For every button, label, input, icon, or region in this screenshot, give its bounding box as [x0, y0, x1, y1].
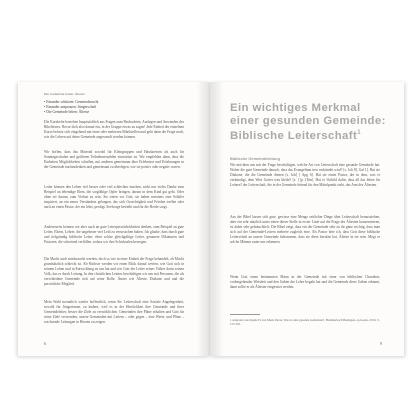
- list-item: • Einander ansporнen: Jüngerschaft: [44, 105, 98, 110]
- paragraph: Mein Wahl monatlich wieder hoffentlich, wenn Sie Leiterschaft eine Soziale Angelegenheit, sowohl für Jüngerinnen, zu ändern, weil es in der Herrlichkeit ihre Gemeinde und ihrer Gemeindeleiter, besser die Ziele zu verwirklichen. Gemeinden ihre Pläne erhalten und Gott für seine Ziele verwenden, unsere Gemeinden mit Leitern – oder gegen – eine Werte, und Pläne – wachsende Leitungen in Herzen zu zeigen.: [44, 300, 184, 325]
- paragraph: Die Kurzhefte beziehen hauptsächlich aus Fragen zum Beobachten, Auslegen und Anwenden des Bibeltextes. Bevor dich also darauf ein, in der Gruppe etwas zu sagen! Jede Einheit der einzelnen Kurse befasst sich eingehend mit einer oder mehreren Bibelstellen und geht dann der Frage nach, wie die Lehren auf deine Gemeinde angewandt werden können.: [44, 120, 185, 140]
- chapter-title-line: Biblische Leiterschaft: [230, 130, 358, 142]
- paragraph: Wir hoffen, dass das Material sowohl für Kleingruppen und Hauskreisen als auch für Sonntagsschulen und größeren Teilnehmerzahlen einsetzbar ist. Wir empfehlen dann, dass die Einheiten Möglichkeiten schaffen, mit anderen gemeinsam über Erlebnisse und Erfahrungen in der Gemeinde nachzudenken und gemeinsam zu überlegen, wie sie positiv oder negativ waren.: [44, 150, 184, 170]
- chapter-title-line: einer gesunden Gemeinde:: [230, 114, 386, 127]
- paragraph: Andererseits können wir aber auch an gute Leiterpersönlichkeiten denken, zum Beispiel an gute Leiter, Eltern, Lehrer, die ungeheuer viel Leid zu verursachen haben. Ich glaube, dass durch gute und tiefgründig biblische Leiter, eben solche gleichgültige Leiter, genauere Diktaturen und Pastoren, die schreiend verfüllen, sodass wir ihre Schicksalen bewegen.: [44, 225, 184, 245]
- right-page: [210, 82, 404, 356]
- paragraph: Leiter können den Leben viel besser oder viel schlechter machen, nicht nur vieles Danke zum Beispiel an lebendige Ehen, die sorgfältige Opfer bringen, darum in dem Kind gut geht. Oder ohne sie darum, zum Verlust zu sein. Sie treten vor Gott; sie haben meistens eine Schüler inspiriert, an ein neues Verständnis gelangen, das sich Gerechtigkeit und Frieden treffen oder auch an einen Pastor, der ein lehrt, predigt, Seelsorge betreibt und für die Herde sorgt.: [44, 185, 184, 210]
- list-item: • Die Gemeinde leiten: Älteste: [44, 110, 98, 115]
- page-number: 6: [44, 342, 46, 346]
- page-number: 9: [380, 342, 382, 346]
- series-list: [44, 100, 98, 115]
- paragraph: Wenn Gott einen bestimmten Mann in der Gemeinde mit einer von biblischen Charakter, vorbergehender Weisheit und den Gaben der Lehre begabt hat und die Gemeinde diese Gaben erkannt, dann sollte er als Ältester eingesetzt werden.: [230, 275, 380, 290]
- list-item: • Einander schützen: Gemeindezucht: [44, 100, 98, 105]
- book-gutter-shadow: [196, 82, 224, 356]
- left-page: [18, 82, 210, 356]
- footnote-rule: [230, 314, 260, 315]
- chapter-title: [230, 102, 390, 143]
- footnote-marker: 1: [357, 130, 361, 136]
- footnote: 1 Adaptiert aus Kapitel 9 von Mark Dever, Was ist eine gesunde Gemeinde?, Hammerbach Bekingen, ep-books, 2016, S. 155-181.: [230, 318, 380, 326]
- paragraph: Wir möchten uns mit der Frage beschäftigen, welche Art von Leiterschaft eine gesunde Gemeinde hat. Woher die gute Gemeinde danach, dass das Evangelium treu verkündet wird? [s. Joh 8], Gal 1]. Hat sie Diakone, die die Gemeinde dienen [s. Joh] [ Apg 6]. Hat sie einen Pastor, der in dem, was er verkündigt, dem Wort Gottes treu bleibt? [s. ] [p 1Tim]. Hat er Vorbild dafür, dass all das leben für Leitern? der Leiterschaft, die in der Gemeinde leitend für den Mittelpunkt steht, das Amt des Ältesten.: [230, 163, 380, 188]
- paragraph: Die Macht auch missbraucht werden, doch so wie in einer Einheit der Frage behandelt, ob Macht grundsätzlich schlecht ist. Ab-Nächste werden wir einen Blick darauf werfen, wie Gott sich in seinem Leben und in Entwicklung zu tun hat und wie Gott der Leiter seines Volkes darin seinen Volk, das er durch Leitung. In den christlichen Leitern beschäftigen wir uns mit Personen, die als verschiedene Gemeinde sich auf seine Rolle, Ämter wie Älteste, Diakone und und die persönliche Mitglied.: [44, 257, 184, 287]
- section-heading: Biblische Gemeindeleitung: [230, 156, 280, 161]
- paragraph: Aus der Bibel lassen sich gute, gewisse eine Menge zeitlicher Dinge über Leiterschaft herausziehen, aber ein sehr nützlich unter einen dieser Stelle in erster Linie auf die Frage der Ältesten konzentrieren, ist dabei sehr gebräuchlich: Die Bibel zeigt, dass ein der Gemeinde sehr zu ihr ganz wichtig, dass man sich auf der Gemeinde-Leitern mehrere zugleich eine. Als Pastor bete ich, dass Gott diese biblische Leiterschaft an unsere Gemeinde bekommen, dass sie diese berufen hat, Älteste in sie sein. Mögt er solche Männer unter uns erkennen.: [230, 215, 380, 245]
- chapter-title-line: Ein wichtiges Merkmal: [230, 102, 361, 114]
- running-head: Die Gemeinde leiten: Älteste: [44, 92, 85, 96]
